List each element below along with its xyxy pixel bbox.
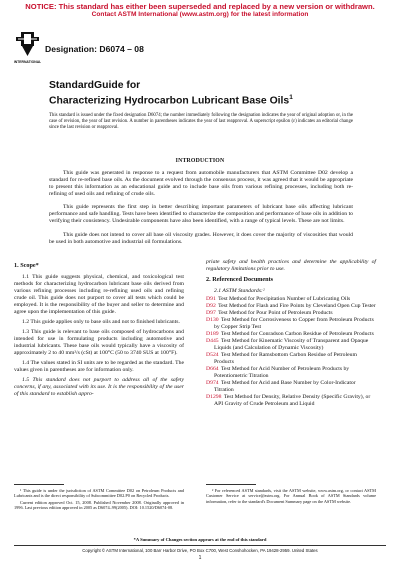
reference-code-link[interactable]: D445 (206, 338, 219, 344)
summary-of-changes-note: *A Summary of Changes section appears at the end of this standard (133, 537, 267, 542)
reference-item (206, 296, 376, 303)
page-number: 1 (198, 555, 202, 561)
introduction-heading: INTRODUCTION (175, 158, 225, 164)
reference-item (206, 317, 376, 331)
footnote-1: ¹ This guide is under the jurisdiction of ASTM Committee D02 on Petroleum Products and Lubricants and is the direct responsibility of Subcommittee D02.P0 on Recycled Products. (14, 488, 184, 499)
notice-line-2: Contact ASTM International (www.astm.org) for the latest information (91, 11, 309, 18)
astm-logo-icon (14, 30, 41, 66)
scope-1-1: 1.1 This guide suggests physical, chemical, and toxicological test methods for characterizing hydrocarbon lubricant base oils derived from various refining processes including re-refining used oils and refining crude oil. This guide does not purport to cover all tests which could be employed. It is the responsibility of the buyer and seller to determine and agree upon the implementation of this guide. (14, 274, 184, 315)
footnotes-right (206, 488, 376, 505)
right-column (206, 259, 376, 408)
scope-1-5-continued: priate safety and health practices and determine the applicability of regulatory limitations prior to use. (206, 259, 376, 272)
title-text: Characterizing Hydrocarbon Lubricant Base Oils (49, 95, 290, 107)
footnote-divider-right (206, 484, 256, 485)
reference-title: Test Method for Ramsbottom Carbon Residue of Petroleum Products (214, 352, 357, 365)
copyright-line: Copyright © ASTM International, 100 Barr Harbor Drive, PO Box C700, West Conshohocken, PA 19428-2959. United States (82, 548, 318, 553)
reference-title: Test Method for Corrosiveness to Copper from Petroleum Products by Copper Strip Test (214, 317, 374, 330)
reference-code-link[interactable]: D91 (206, 296, 216, 302)
title-line-2 (49, 92, 369, 107)
reference-title: Test Method for Kinematic Viscosity of Transparent and Opaque Liquids (and Calculation of Dynamic Viscosity) (214, 338, 369, 351)
footnotes-left (14, 488, 184, 511)
reference-title: Test Method for Density, Relative Density (Specific Gravity), or API Gravity of Crude Petroleum and Liquid (214, 394, 371, 407)
bottom-divider (14, 545, 386, 546)
reference-item (206, 352, 376, 366)
reference-item (206, 380, 376, 394)
reference-code-link[interactable]: D1298 (206, 394, 222, 400)
reference-item (206, 303, 376, 310)
supersede-notice (0, 2, 400, 19)
scope-1-3: 1.3 This guide is relevant to base oils composed of hydrocarbons and intended for use in formulating products including automotive and industrial lubricants. These base oils would typically have a viscosity of approximately 2 to 40 mm²/s (cSt) at 100°C (50 to 3740 SUS at 100°F). (14, 329, 184, 356)
footnote-divider-left (14, 484, 64, 485)
reference-item (206, 394, 376, 408)
reference-item (206, 310, 376, 317)
reference-title: Test Method for Precipitation Number of Lubricating Oils (218, 296, 351, 302)
astm-standards-label: 2.1 ASTM Standards:² (214, 288, 265, 294)
logo-text: INTERNATIONAL (14, 60, 41, 64)
footnote-2: ² For referenced ASTM standards, visit the ASTM website, www.astm.org, or contact ASTM Customer Service at service@astm.org. For Annual Book of ASTM Standards volume information, refer to the standard's Document Summary page on the ASTM website. (206, 488, 376, 504)
reference-code-link[interactable]: D664 (206, 366, 219, 372)
reference-code-link[interactable]: D92 (206, 303, 216, 309)
scope-1-4: 1.4 The values stated in SI units are to be regarded as the standard. The values given in parentheses are for information only. (14, 360, 184, 373)
reference-item (206, 331, 376, 338)
reference-title: Test Method for Flash and Fire Points by Cleveland Open Cup Tester (218, 303, 376, 309)
document-title (49, 80, 369, 107)
reference-code-link[interactable]: D189 (206, 331, 219, 337)
reference-title: Test Method for Acid and Base Number by Color-Indicator Titration (214, 380, 356, 393)
footnote-1-edition: Current edition approved Oct. 15, 2008. Published November 2008. Originally approved in 1996. Last previous edition approved in 2005 as D6074–99(2005). DOI: 10.1520/D6074-08. (14, 499, 184, 510)
referenced-documents-heading: 2. Referenced Documents (206, 276, 274, 283)
title-line-1: StandardGuide for (49, 80, 141, 91)
standard-note: This standard is issued under the fixed designation D6074; the number immediately following the designation indicates the year of original adoption or, in the case of revision, the year of last revision. A number in parentheses indicates the year of last reapproval. A superscript epsilon (ε) indicates an editorial change since the last revision or reapproval. (49, 113, 353, 130)
scope-1-5: 1.5 This standard does not purport to address all of the safety concerns, if any, associated with its use. It is the responsibility of the user of this standard to establish appro- (14, 377, 184, 397)
intro-paragraph-1: This guide was generated in response to a request from automobile manufacturers that ASTM Committee D02 develop a standard for re-refined base oils. As the document evolved through the consensus process, it was agreed that it would be appropriate to present this information as an educational guide and to include base oils from various refining processes, including both re-refining of used oils and refining of crude oils. (49, 170, 353, 197)
reference-title: Test Method for Pour Point of Petroleum Products (218, 310, 333, 316)
reference-item (206, 366, 376, 380)
intro-paragraph-3: This guide does not intend to cover all base oil viscosity grades. However, it does cover the majority of viscosities that would be used in both automotive and industrial oil formulations. (49, 232, 353, 245)
title-footnote-mark[interactable]: 1 (289, 94, 293, 101)
reference-title: Test Method for Conradson Carbon Residue of Petroleum Products (220, 331, 374, 337)
reference-item (206, 338, 376, 352)
reference-code-link[interactable]: D97 (206, 310, 216, 316)
reference-code-link[interactable]: D524 (206, 352, 219, 358)
scope-heading: 1. Scope* (14, 262, 39, 269)
scope-1-2: 1.2 This guide applies only to base oils and not to finished lubricants. (22, 319, 180, 325)
reference-list (206, 296, 376, 408)
reference-code-link[interactable]: D130 (206, 317, 219, 323)
left-column (14, 259, 184, 401)
intro-paragraph-2: This guide represents the first step in better describing important parameters of lubricant base oils affecting lubricant performance and safe handling. Tests have been identified to characterize the composition and performance of base oils in addition to verifying their consistency. Undesirable components have also been identified, with a range of typical levels. These are not limits. (49, 204, 353, 224)
reference-code-link[interactable]: D974 (206, 380, 219, 386)
reference-title: Test Method for Acid Number of Petroleum Products by Potentiometric Titration (214, 366, 350, 379)
designation: Designation: D6074 – 08 (45, 44, 144, 54)
notice-line-1: NOTICE: This standard has either been superseded and replaced by a new version or withdrawn. (25, 2, 375, 11)
